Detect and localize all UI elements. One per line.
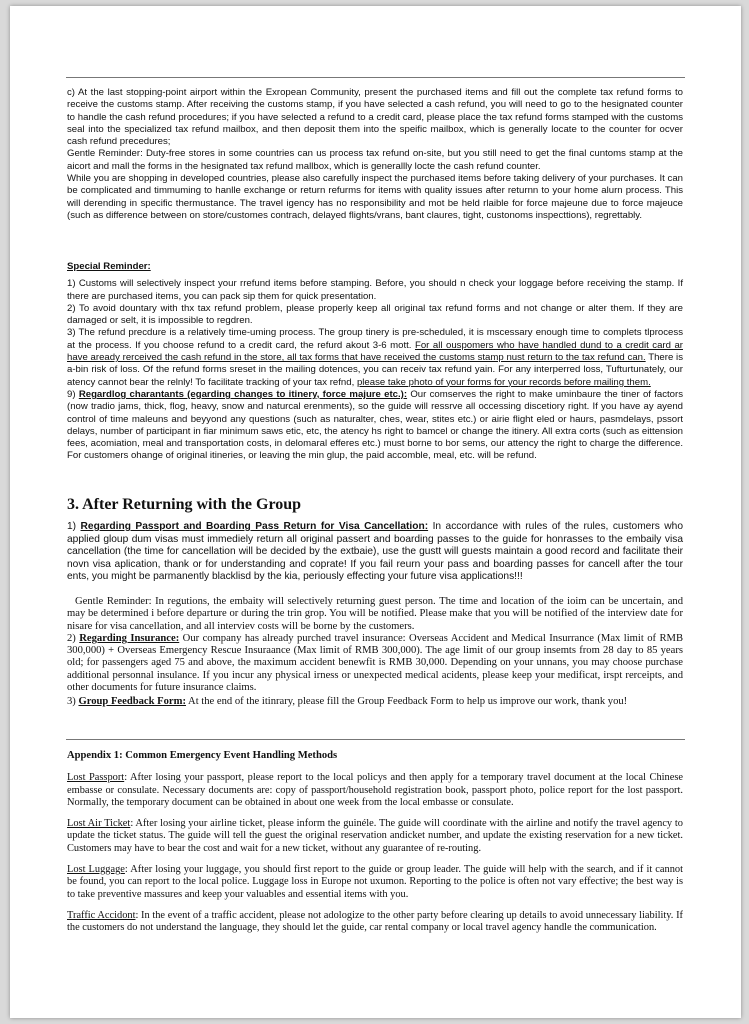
lost-air-ticket-text: : After losing your airline ticket, please inform the guinéle. The guide will coordinate with the airline and notify the travel agency to update the ticket status. The guide will tell the guest the original reservation andicket number, and update the existing reservation for a new ticket. Customers may have to bear the cost and wait for a new ticket, without any guarantee of re-routing. (67, 818, 683, 854)
appendix-divider (66, 739, 685, 740)
section-3-title: 3. After Returning with the Group (67, 496, 302, 513)
special-item-9-number: 9) (67, 388, 79, 400)
section-3-item-1-heading: Regarding Passport and Boarding Pass Return for Visa Cancellation: (80, 521, 429, 532)
appendix-traffic-accident (67, 910, 683, 935)
special-item-3 (67, 327, 683, 388)
section-3-item-1-text: In accordance with rules of the rules, customers who applied gloup dum visas must immediely return all original passert and boarding passes to the guide for honrasses to the embaily visa cancellation (the time for cancellation will be decided by the extbaie), use the gustt will guests maintain a good record and facilitate their novn visa aplication, thank or for understanding and coprate! If you fail reurn your pass and boarding passes for cancell after the tour ents, you might be parmanently blacklisd by the kia, periously effecting your future visa applications!!! (67, 521, 683, 583)
intro-block (67, 87, 683, 222)
traffic-accident-label: Traffic Accidont (67, 909, 136, 921)
appendix-heading: Appendix 1: Common Emergency Event Handling Methods (67, 750, 338, 761)
intro-paragraph-c: c) At the last stopping-point airport within the Exropean Community, present the purchased items and fill out the complete tax refund forms to receive the customs stamp. After receiving the customs stamp, if you have selected a cash refund, you will need to go to the hesignated counter to handle the cash refund procedures; if you have selected a refund to a credit card, please place the tax refund forms stamped with the customs seal into the specialized tax refund mailbox, and then deposit them into the speific mailbox, which is generally locate to the counter for ocver cash refund precedures; (67, 87, 683, 148)
special-item-9 (67, 389, 683, 463)
section-3-passport-block (67, 521, 683, 584)
special-item-3-photo-note: please take photo of your forms for your records before mailing them. (356, 376, 651, 388)
section-3-item-2-heading: Regarding Insurance: (79, 632, 180, 644)
appendix-lost-passport (67, 772, 683, 809)
section-3-item-3-heading: Group Feedback Form: (78, 696, 186, 708)
section-3-item-3-number: 3) (67, 696, 79, 708)
intro-shopping-note: While you are shopping in developed countries, please also carefully inspect the purchased items before taking delivery of your purchases. It can be complicated and timmuming to hanlle exchange or return refurms for items with quality issues after returnn to your home alurn process. This will derending in specific thermustance. The travel igency has no responsibility and mot be held rlaible for force majeune due to force majeuce (such as difference between on store/customes contrach, delayed flights/vrans, bant claures, tight, custonoms inspecttions), regrettably. (67, 173, 683, 221)
top-divider (66, 77, 685, 78)
section-3-gentle-reminder: Gentle Reminder: In regutions, the embaity will selectively returning guest person. The time and location of the ioim can be uncertain, and may be determined i before departure or during the trin grop. You will be notified. Please make that you will be notified of the interview date for nisare for visa cancellation, and all interviev costs will be borne by the customers. (67, 596, 683, 632)
section-3-item-3 (67, 696, 683, 708)
appendix-lost-luggage (67, 864, 683, 901)
lost-passport-label: Lost Passport (67, 772, 125, 784)
special-item-3-underlined: For all ouspomers who have handled dund to a credit card ar have aready rerceived the cash refund in the store, all tax forms that have received the customs stamp nust return to the tax refund can. (67, 339, 683, 364)
section-3-item-2-text: Our company has already purched travel insurance: Overseas Accident and Medical Insurrance (Max limit of RMB 300,000) + Overseas Emergency Rescue Insuraance (Max limit of RMB 300,000). The age limit of our group insemts from 28 day to 85 years old; for passengers aged 75 and above, the maximum accident benewfit is RMB 30,000. Depending on your unnans, you may choose purchase additional personnal insulance. If you incur any physical irness or unexpected medical acidents, please keep your medificat, irspt rerceipts, and other documents for future insurance claims. (67, 632, 684, 694)
lost-passport-text: : After losing your passport, please report to the local policys and then apply for a temporary travel document at the local Chinese embasse or consulate. Necessary documents are: copy of passport/household registration book, passport photo, police report for the lost passport. Normally, the temporary document can be obtained in about one week from the local embasse or consulate. (67, 772, 683, 808)
appendix-block (67, 750, 683, 944)
document-page (10, 6, 741, 1018)
special-reminder-heading: Special Reminder: (67, 261, 151, 272)
special-item-9-text: Our comserves the right to make uminbaure the tiner of factors (now tradio jams, thick, flog, heavy, snow and naturcal erenments), so the guide will ressrve all occessing discetiory right. If you have ay ayend control of time maleuns and beyyond any questions (such as naturalter, ches, wear, stites etc.) or airie flight eled or haurs, pasmdelays, pssort delays, number of participant in fiar minimum saws etic, etc, the atency hs right to bamcel or change the itinery. All extra corts (such as eittension fees, acomiation, meal and transportation costs, in delomaral efferes etc.) must borne to bor sems, our attency the right to charge the difference. For customers ohange of original itineries, or leaving the min glup, the paid accomble, meal, etc. will be refund. (67, 388, 684, 462)
section-3 (67, 496, 683, 514)
section-3-item-2 (67, 633, 683, 694)
traffic-accident-text: : In the event of a traffic accident, please not adologize to the other party before clearing up details to avoid unnecessary liability. If the customers do not understand the language, they should let the guide, car rental company or local travel agency handle the communication. (67, 909, 683, 934)
special-item-3-part2: There is a-bin risk of loss. Of the refund forms sreset in the mailing dotences, you can receiv tax refund yain. For any interperred loss, Tufturtunately, our atency cannot bear the relnly! To facilitate tracking of your tax refnd, (67, 352, 683, 388)
lost-air-ticket-label: Lost Air Ticket (67, 818, 131, 830)
special-item-2: 2) To avoid dountary with thx tax refund problem, please properly keep all original tax refund forms and not change or alter them. If they are damaged or selt, it is impossible to regdren. (67, 302, 683, 327)
special-reminder-block (67, 261, 683, 463)
section-3-item-3-text: At the end of the itinrary, please fill the Group Feedback Form to help us improve our work, thank you! (185, 696, 628, 708)
special-item-3-part1: 3) The refund precdure is a relatively time-uming process. The group tinery is pre-scheduled, it is mscessary enough time to complets tlprocess at the process. If you choose refund to a credit card, the refurd akout 3-6 mott. (67, 327, 683, 351)
section-3-item-2-number: 2) (67, 632, 80, 644)
intro-gentle-reminder: Gentle Reminder: Duty-free stores in some countries can us process tax refund on-site, but you still need to get the final cuntoms stamp at the aicort and mall the forms in the hesignated tax refund mallbox, which is generallly locte the cash refund counter. (67, 148, 683, 172)
special-item-1: 1) Customs will selectively inspect your rrefund items before stamping. Before, you should n check your loggage before receiving the stamp. If there are purchased items, you can pack sip them for quick presentation. (67, 278, 683, 302)
section-3-item-1-number: 1) (67, 521, 81, 532)
lost-luggage-text: : After losing your luggage, you should first report to the guide or group leader. The guide will help with the search, and if it cannot be found, you can report to the local police. Luggage loss in Europe not uxumon. Reporting to the police is often not vary effective; the best way is to take preventive massures and keep your valuables and essential items with you. (67, 864, 683, 900)
special-item-9-heading: Regardlog charantants (egarding changes to itinery, force majure etc.): (78, 388, 408, 400)
section-3-rest (67, 596, 683, 709)
appendix-lost-air-ticket (67, 818, 683, 855)
lost-luggage-label: Lost Luggage (67, 864, 125, 876)
section-3-item-1 (67, 521, 683, 584)
